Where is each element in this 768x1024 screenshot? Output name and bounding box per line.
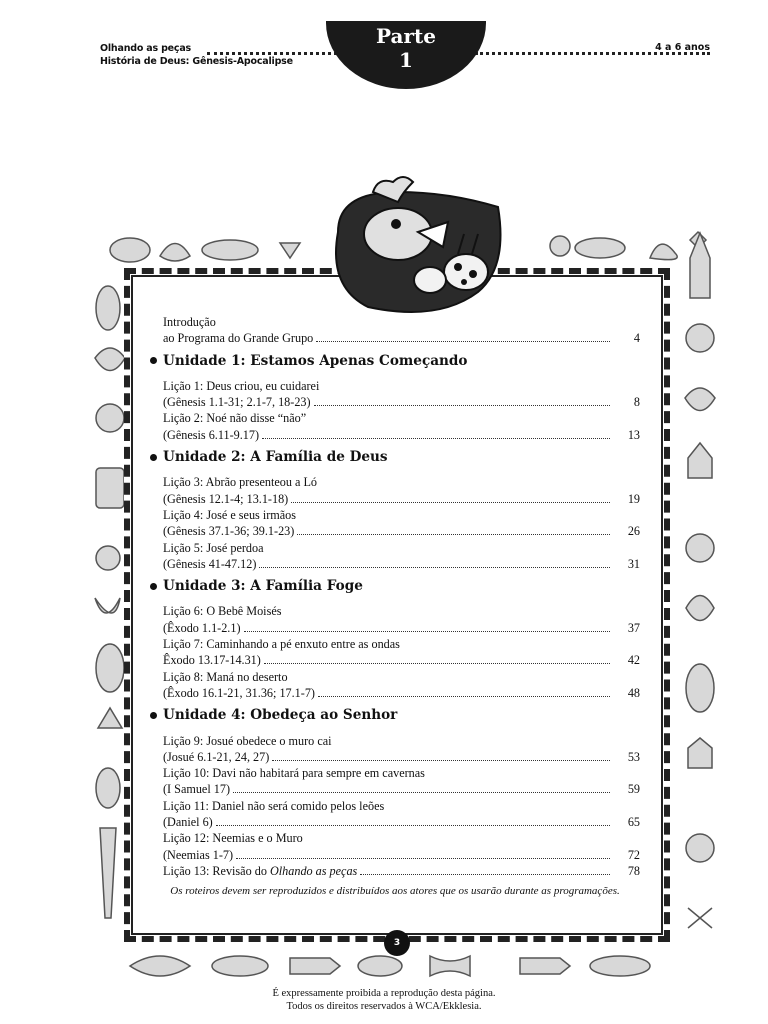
toc-lesson-entry	[150, 669, 640, 702]
part-number: 1	[399, 48, 413, 72]
dot-leader	[264, 663, 610, 664]
toc-lesson-entry	[150, 474, 640, 507]
toc-page-number: 26	[627, 524, 640, 539]
toc-page-number: 53	[627, 749, 640, 764]
lesson-reference: (Josué 6.1-21, 24, 27)	[163, 749, 270, 764]
lesson-reference: (Êxodo 16.1-21, 31.36; 17.1-7)	[163, 685, 315, 700]
toc-page-number: 19	[627, 491, 640, 506]
toc-entry-reference: ao Programa do Grande Grupo	[163, 331, 314, 346]
toc-page-number: 13	[627, 427, 640, 442]
part-label: Parte	[376, 24, 436, 48]
lesson-reference: (Gênesis 41-47.12)	[163, 556, 257, 571]
dot-leader	[262, 438, 610, 439]
lesson-reference: (I Samuel 17)	[163, 782, 231, 797]
toc-page-number: 8	[633, 395, 640, 410]
dot-leader	[236, 858, 610, 859]
toc-lesson-entry	[150, 765, 640, 798]
toc-lesson-entry	[150, 603, 640, 636]
lesson-title: Lição 3: Abrão presenteou a Ló	[163, 475, 317, 490]
unit-heading	[150, 578, 640, 594]
dot-leader	[216, 825, 610, 826]
toc-lesson-entry	[150, 636, 640, 669]
footer-line-1: É expressamente proibida a reprodução desta página.	[272, 988, 496, 999]
lesson-title: Lição 11: Daniel não será comido pelos leões	[163, 798, 385, 813]
lesson-title	[163, 863, 357, 879]
dot-leader	[297, 534, 610, 535]
lesson-title-italic: Olhando as peças	[269, 863, 358, 878]
lesson-reference: (Daniel 6)	[163, 815, 213, 830]
part-tab	[326, 21, 486, 89]
lesson-title: Lição 2: Noé não disse “não”	[163, 411, 307, 426]
toc-page-number: 78	[627, 863, 640, 878]
toc-lesson-entry	[150, 733, 640, 766]
bullet-icon	[150, 583, 157, 590]
lesson-title: Lição 12: Neemias e o Muro	[163, 831, 303, 846]
toc-lesson-entry	[150, 507, 640, 540]
toc-entry-title: Introdução	[163, 315, 216, 329]
toc-page-number: 42	[627, 653, 640, 668]
toc-lesson-entry	[150, 410, 640, 443]
lesson-reference: (Gênesis 37.1-36; 39.1-23)	[163, 524, 295, 539]
dot-leader	[259, 567, 610, 568]
lesson-title: Lição 7: Caminhando a pé enxuto entre as ondas	[163, 637, 400, 652]
copyright-footer	[0, 987, 768, 1013]
bullet-icon	[150, 357, 157, 364]
unit-heading	[150, 707, 640, 723]
toc-lesson-entry	[150, 540, 640, 573]
lesson-title: Lição 9: Josué obedece o muro cai	[163, 733, 332, 748]
toc-page-number: 65	[627, 815, 640, 830]
unit-title: Unidade 2: A Família de Deus	[163, 449, 388, 466]
fish-ladybug-mascot-illustration	[318, 172, 508, 322]
header-dotted-rule-left	[207, 52, 337, 56]
table-of-contents	[150, 314, 640, 879]
unit-heading	[150, 449, 640, 465]
toc-page-number: 48	[627, 685, 640, 700]
dot-leader	[272, 760, 610, 761]
toc-intro-entry	[150, 314, 640, 347]
lesson-title: Lição 10: Davi não habitará para sempre em cavernas	[163, 766, 425, 781]
toc-page-number: 72	[627, 847, 640, 862]
toc-page-number: 37	[627, 620, 640, 635]
dot-leader	[360, 874, 610, 875]
toc-lesson-entry	[150, 798, 640, 831]
lesson-reference: (Êxodo 1.1-2.1)	[163, 620, 241, 635]
lesson-title: Lição 4: José e seus irmãos	[163, 507, 297, 522]
age-range: 4 a 6 anos	[655, 42, 710, 53]
book-title: Olhando as peças	[100, 43, 192, 54]
dot-leader	[244, 631, 610, 632]
lesson-title: Lição 6: O Bebê Moisés	[163, 604, 282, 619]
toc-page-number: 31	[627, 556, 640, 571]
book-subtitle: História de Deus: Gênesis-Apocalipse	[100, 56, 293, 67]
lesson-title: Lição 1: Deus criou, eu cuidarei	[163, 378, 320, 393]
lesson-title: Lição 5: José perdoa	[163, 540, 264, 555]
page-number-badge: 3	[384, 930, 410, 956]
dot-leader	[233, 792, 610, 793]
dot-leader	[291, 502, 610, 503]
toc-lesson-entry	[150, 863, 640, 879]
lesson-reference: (Gênesis 12.1-4; 13.1-18)	[163, 491, 289, 506]
footer-line-2: Todos os direitos reservados à WCA/Ekklesia.	[286, 1001, 482, 1012]
toc-page-number: 4	[633, 331, 640, 346]
reproduction-note: Os roteiros devem ser reproduzidos e distribuídos aos atores que os usarão durante as programações.	[170, 885, 620, 897]
bullet-icon	[150, 454, 157, 461]
unit-title: Unidade 4: Obedeça ao Senhor	[163, 707, 398, 724]
unit-title: Unidade 1: Estamos Apenas Começando	[163, 352, 468, 369]
lesson-title-prefix: Lição 13: Revisão do	[163, 863, 270, 878]
unit-heading	[150, 353, 640, 369]
toc-page-number: 59	[627, 782, 640, 797]
dot-leader	[316, 341, 610, 342]
lesson-reference: (Gênesis 1.1-31; 2.1-7, 18-23)	[163, 395, 311, 410]
toc-lesson-entry	[150, 830, 640, 863]
unit-title: Unidade 3: A Família Foge	[163, 578, 363, 595]
lesson-title: Lição 8: Maná no deserto	[163, 669, 288, 684]
toc-lesson-entry	[150, 378, 640, 411]
lesson-reference: Êxodo 13.17-14.31)	[163, 653, 261, 668]
dot-leader	[318, 696, 610, 697]
bullet-icon	[150, 712, 157, 719]
lesson-reference: (Gênesis 6.11-9.17)	[163, 427, 260, 442]
lesson-reference: (Neemias 1-7)	[163, 847, 234, 862]
dot-leader	[314, 405, 610, 406]
